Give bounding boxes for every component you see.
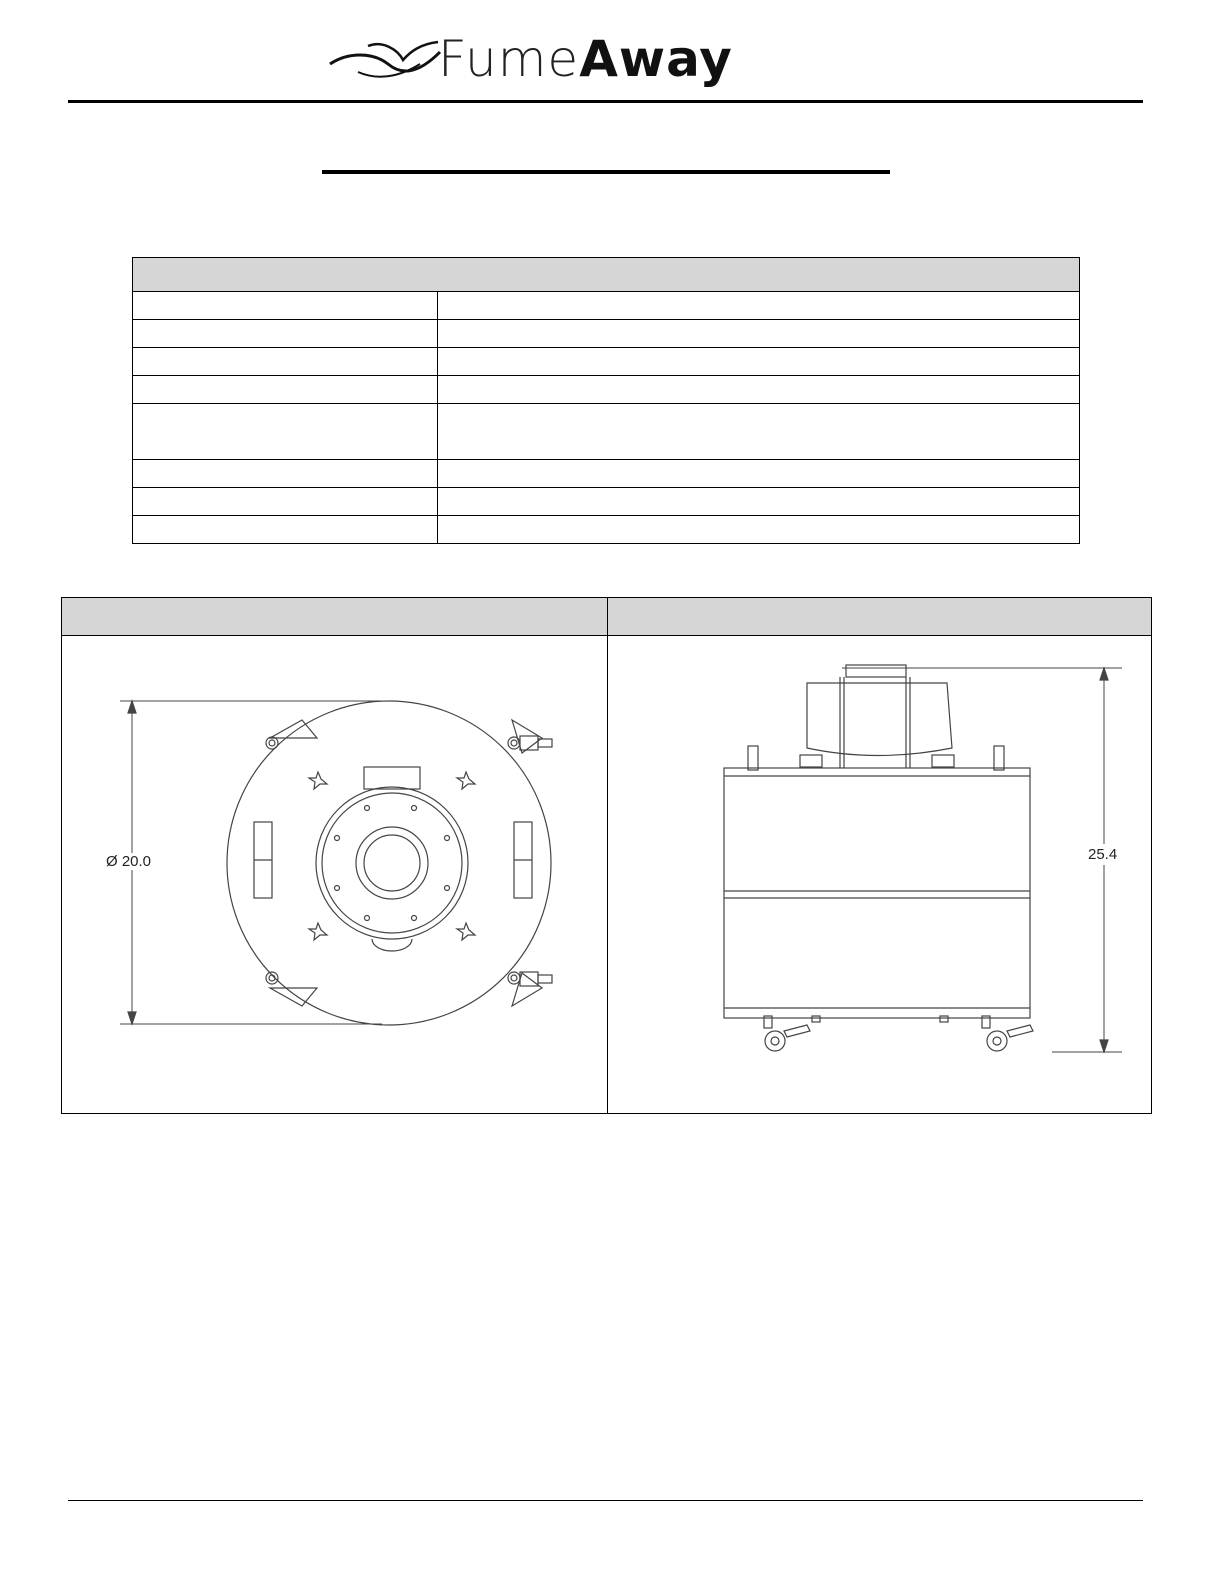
table-row [133, 320, 1080, 348]
table-row [133, 488, 1080, 516]
table-row [133, 348, 1080, 376]
spec-label [133, 404, 438, 460]
table-row [133, 376, 1080, 404]
logo-word-fume: Fume [438, 30, 580, 88]
title-underline [322, 170, 890, 174]
footer-divider [68, 1500, 1143, 1501]
spec-label [133, 320, 438, 348]
specifications-table [132, 257, 1080, 544]
top-view-header [62, 598, 608, 636]
table-row [133, 404, 1080, 460]
logo-wordmark [438, 30, 733, 88]
top-view-drawing [102, 658, 602, 1058]
height-dimension-label: 25.4 [1088, 846, 1118, 863]
panel-divider [607, 598, 608, 1113]
spec-label [133, 488, 438, 516]
spec-label [133, 376, 438, 404]
side-view-drawing [712, 653, 1132, 1063]
table-row [133, 292, 1080, 320]
spec-value [438, 320, 1080, 348]
spec-label [133, 460, 438, 488]
spec-value [438, 460, 1080, 488]
table-row [133, 460, 1080, 488]
fumeaway-logo [328, 30, 778, 102]
spec-value [438, 292, 1080, 320]
spec-value [438, 404, 1080, 460]
header-divider [68, 100, 1143, 103]
spec-value [438, 488, 1080, 516]
spec-value [438, 348, 1080, 376]
spec-label [133, 348, 438, 376]
dimension-drawings-panel [61, 597, 1152, 1114]
table-row [133, 516, 1080, 544]
diameter-dimension-label: Ø 20.0 [106, 853, 152, 870]
spec-value [438, 376, 1080, 404]
spec-value [438, 516, 1080, 544]
spec-label [133, 516, 438, 544]
swoosh-logo-mark-icon [328, 34, 443, 94]
spec-label [133, 292, 438, 320]
side-view-header [608, 598, 1151, 636]
specifications-table-header [133, 258, 1080, 292]
logo-word-away: Away [579, 30, 733, 88]
